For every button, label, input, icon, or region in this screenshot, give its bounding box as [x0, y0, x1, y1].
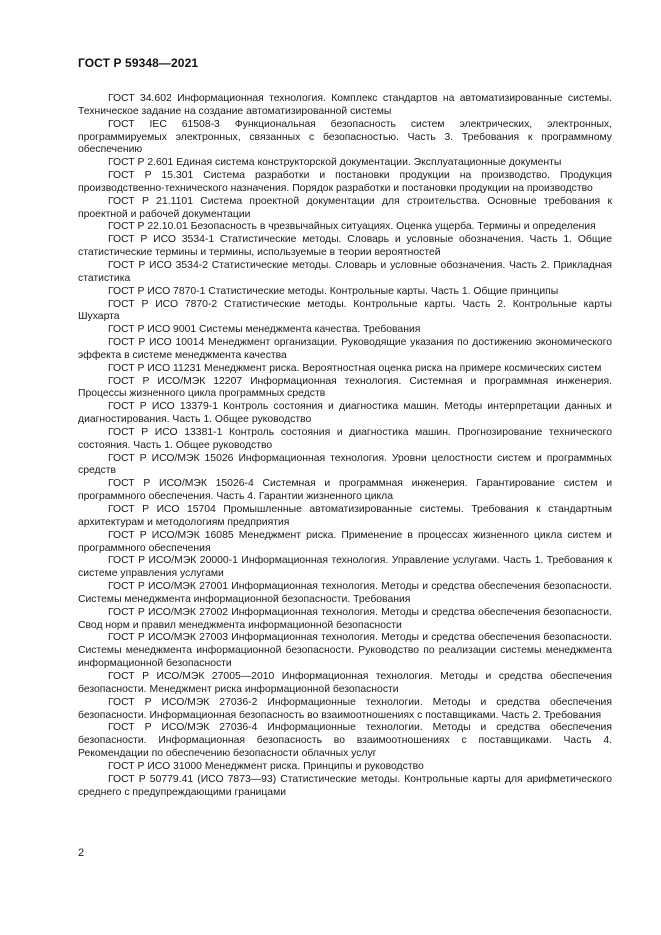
reference-entry: ГОСТ Р ИСО 9001 Системы менеджмента качества. Требования	[108, 324, 421, 336]
reference-entry: ГОСТ Р ИСО/МЭК 27001 Информационная технология. Методы и средства обеспечения безопасности. Системы менеджмента информационной безопасности. Требования	[78, 581, 612, 605]
reference-entry: ГОСТ Р 2.601 Единая система конструкторской документации. Эксплуатационные документы	[108, 157, 562, 169]
reference-entry: ГОСТ Р ИСО/МЭК 27002 Информационная технология. Методы и средства обеспечения безопасности. Свод норм и правил менеджмента информационной безопасности	[78, 606, 612, 631]
reference-entry: ГОСТ Р ИСО 13379-1 Контроль состояния и диагностика машин. Методы интерпретации данных и диагностирования. Часть 1. Общее руководство	[78, 401, 612, 426]
references-list	[78, 93, 612, 799]
reference-entry: ГОСТ Р ИСО/МЭК 15026-4 Системная и программная инженерия. Гарантирование систем и программного обеспечения. Часть 4. Гарантии жизненного цикла	[78, 478, 612, 503]
reference-entry: ГОСТ Р ИСО/МЭК 27005—2010 Информационная технология. Методы и средства обеспечения безопасности. Менеджмент риска информационной безопасности	[78, 670, 612, 695]
reference-entry: ГОСТ IEC 61508-3 Функциональная безопасность систем электрических, электронных, программируемых электронных, связанных с безопасностью. Часть 3. Требования к программному обеспечению	[78, 118, 612, 156]
reference-entry: ГОСТ Р ИСО/МЭК 15026 Информационная технология. Уровни целостности систем и программных средств	[78, 452, 612, 477]
document-header-code: ГОСТ Р 59348—2021	[78, 56, 199, 70]
reference-entry: ГОСТ Р ИСО 7870-1 Статистические методы. Контрольные карты. Часть 1. Общие принципы	[108, 285, 559, 297]
reference-entry: ГОСТ Р ИСО 3534-1 Статистические методы. Словарь и условные обозначения. Часть 1. Общие статистические термины и термины, используемые в теории вероятностей	[78, 234, 612, 259]
reference-entry: ГОСТ Р ИСО/МЭК 27036-4 Информационные технологии. Методы и средства обеспечения безопасности. Информационная безопасность во взаимоотношениях с поставщиками. Часть 4. Рекомендации по обеспечению безопасности облачных услуг	[78, 722, 612, 760]
reference-entry: ГОСТ Р 22.10.01 Безопасность в чрезвычайных ситуациях. Оценка ущерба. Термины и определения	[108, 221, 596, 233]
reference-entry: ГОСТ Р ИСО 15704 Промышленные автоматизированные системы. Требования к стандартным архитектурам и методологиям предприятия	[78, 504, 612, 528]
reference-entry: ГОСТ Р ИСО 13381-1 Контроль состояния и диагностика машин. Прогнозирование технического состояния. Часть 1. Общее руководство	[78, 426, 612, 451]
reference-entry: ГОСТ Р ИСО 11231 Менеджмент риска. Вероятностная оценка риска на примере космических систем	[108, 362, 602, 374]
reference-entry: ГОСТ Р ИСО/МЭК 20000-1 Информационная технология. Управление услугами. Часть 1. Требования к системе управления услугами	[78, 555, 612, 580]
reference-entry: ГОСТ Р ИСО 7870-2 Статистические методы. Контрольные карты. Часть 2. Контрольные карты Шухарта	[78, 298, 612, 323]
reference-entry: ГОСТ Р ИСО 3534-2 Статистические методы. Словарь и условные обозначения. Часть 2. Прикладная статистика	[78, 259, 612, 284]
reference-entry: ГОСТ Р ИСО/МЭК 12207 Информационная технология. Системная и программная инженерия. Процессы жизненного цикла программных средств	[78, 375, 612, 400]
page-number: 2	[78, 847, 85, 859]
reference-entry: ГОСТ Р 21.1101 Система проектной документации для строительства. Основные требования к проектной и рабочей документации	[78, 195, 612, 220]
reference-entry: ГОСТ Р ИСО/МЭК 27036-2 Информационные технологии. Методы и средства обеспечения безопасности. Информационная безопасность во взаимоотношениях с поставщиками. Часть 2. Требования	[78, 696, 612, 721]
reference-entry: ГОСТ Р 15.301 Система разработки и постановки продукции на производство. Продукция производственно-технического назначения. Порядок разработки и постановки продукции на производство	[78, 170, 612, 194]
reference-entry: ГОСТ Р ИСО 10014 Менеджмент организации. Руководящие указания по достижению экономического эффекта в системе менеджмента качества	[78, 337, 612, 361]
reference-entry: ГОСТ Р ИСО/МЭК 27003 Информационная технология. Методы и средства обеспечения безопасности. Системы менеджмента информационной безопасности. Руководство по реализации системы менеджмента информационной безопасности	[78, 632, 612, 670]
reference-entry: ГОСТ Р 50779.41 (ИСО 7873—93) Статистические методы. Контрольные карты для арифметического среднего с предупреждающими границами	[78, 773, 612, 798]
reference-entry: ГОСТ Р ИСО 31000 Менеджмент риска. Принципы и руководство	[108, 760, 424, 772]
reference-entry: ГОСТ Р ИСО/МЭК 16085 Менеджмент риска. Применение в процессах жизненного цикла систем и программного обеспечения	[78, 529, 612, 554]
reference-entry: ГОСТ 34.602 Информационная технология. Комплекс стандартов на автоматизированные системы. Техническое задание на создание автоматизированной системы	[78, 93, 612, 117]
